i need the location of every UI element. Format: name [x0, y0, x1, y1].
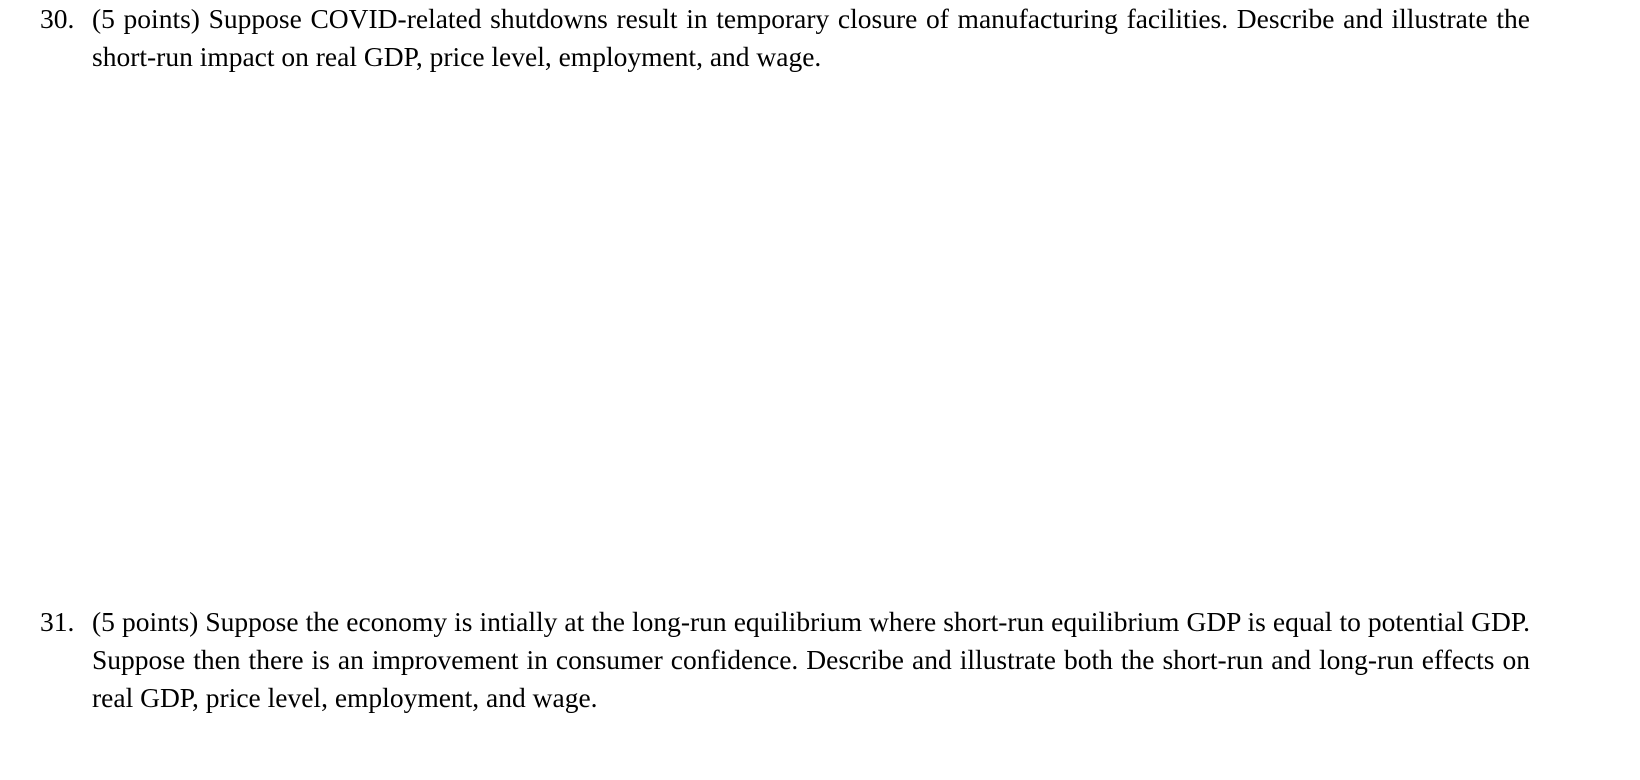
question-points: (5 points) — [92, 3, 200, 34]
question-text — [92, 603, 1530, 717]
answer-space — [92, 90, 1532, 590]
question-number: 31. — [40, 606, 75, 637]
question-body: Suppose the economy is intially at the long-run equilibrium where short-run equilibrium GDP is equal to potential GDP. Suppose then there is an improvement in consumer confidence. Describe and illustrate both the short-run and long-run effects on real GDP, price level, employment, and wage. — [92, 606, 1530, 713]
question-text — [92, 0, 1530, 76]
question-30 — [40, 0, 1530, 76]
question-body: Suppose COVID-related shutdowns result in temporary closure of manufacturing facilities. Describe and illustrate the short-run impact on real GDP, price level, employment, and wage. — [92, 3, 1530, 72]
question-number: 30. — [40, 3, 75, 34]
question-points: (5 points) — [92, 606, 199, 637]
question-31 — [40, 603, 1530, 717]
